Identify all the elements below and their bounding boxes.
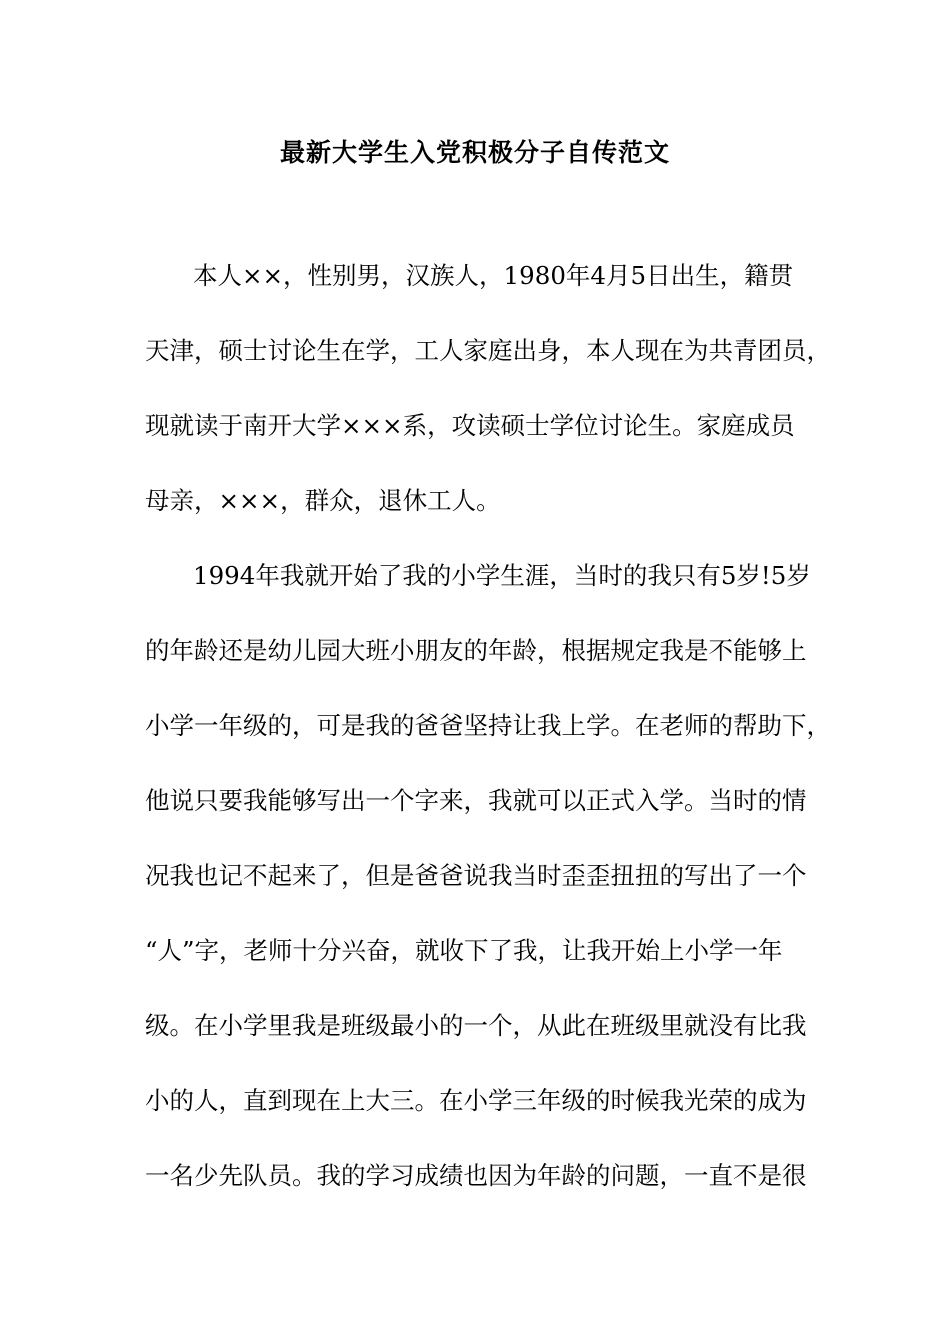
paragraph-line: 现就读于南开大学×××系，攻读硕士学位讨论生。家庭成员 <box>145 411 795 440</box>
paragraph-line: 小的人，直到现在上大三。在小学三年级的时候我光荣的成为 <box>145 1086 807 1115</box>
paragraph-line: 母亲，×××，群众，退休工人。 <box>145 486 501 515</box>
paragraph-line: 况我也记不起来了，但是爸爸说我当时歪歪扭扭的写出了一个 <box>145 861 807 890</box>
paragraph-line: “人”字，老师十分兴奋，就收下了我，让我开始上小学一年 <box>145 936 783 965</box>
paragraph-line: 天津，硕士讨论生在学，工人家庭出身，本人现在为共青团员， <box>145 336 831 365</box>
paragraph-line: 一名少先队员。我的学习成绩也因为年龄的问题，一直不是很 <box>145 1161 807 1190</box>
paragraph-line: 1994年我就开始了我的小学生涯，当时的我只有5岁!5岁 <box>193 561 811 590</box>
paragraph-line: 级。在小学里我是班级最小的一个，从此在班级里就没有比我 <box>145 1011 807 1040</box>
document-title: 最新大学生入党积极分子自传范文 <box>279 138 670 167</box>
paragraph-line: 他说只要我能够写出一个字来，我就可以正式入学。当时的情 <box>145 786 807 815</box>
paragraph-line: 小学一年级的，可是我的爸爸坚持让我上学。在老师的帮助下， <box>145 711 831 740</box>
paragraph-line: 本人××，性别男，汉族人，1980年4月5日出生，籍贯 <box>193 261 794 290</box>
paragraph-line: 的年龄还是幼儿园大班小朋友的年龄，根据规定我是不能够上 <box>145 636 807 665</box>
